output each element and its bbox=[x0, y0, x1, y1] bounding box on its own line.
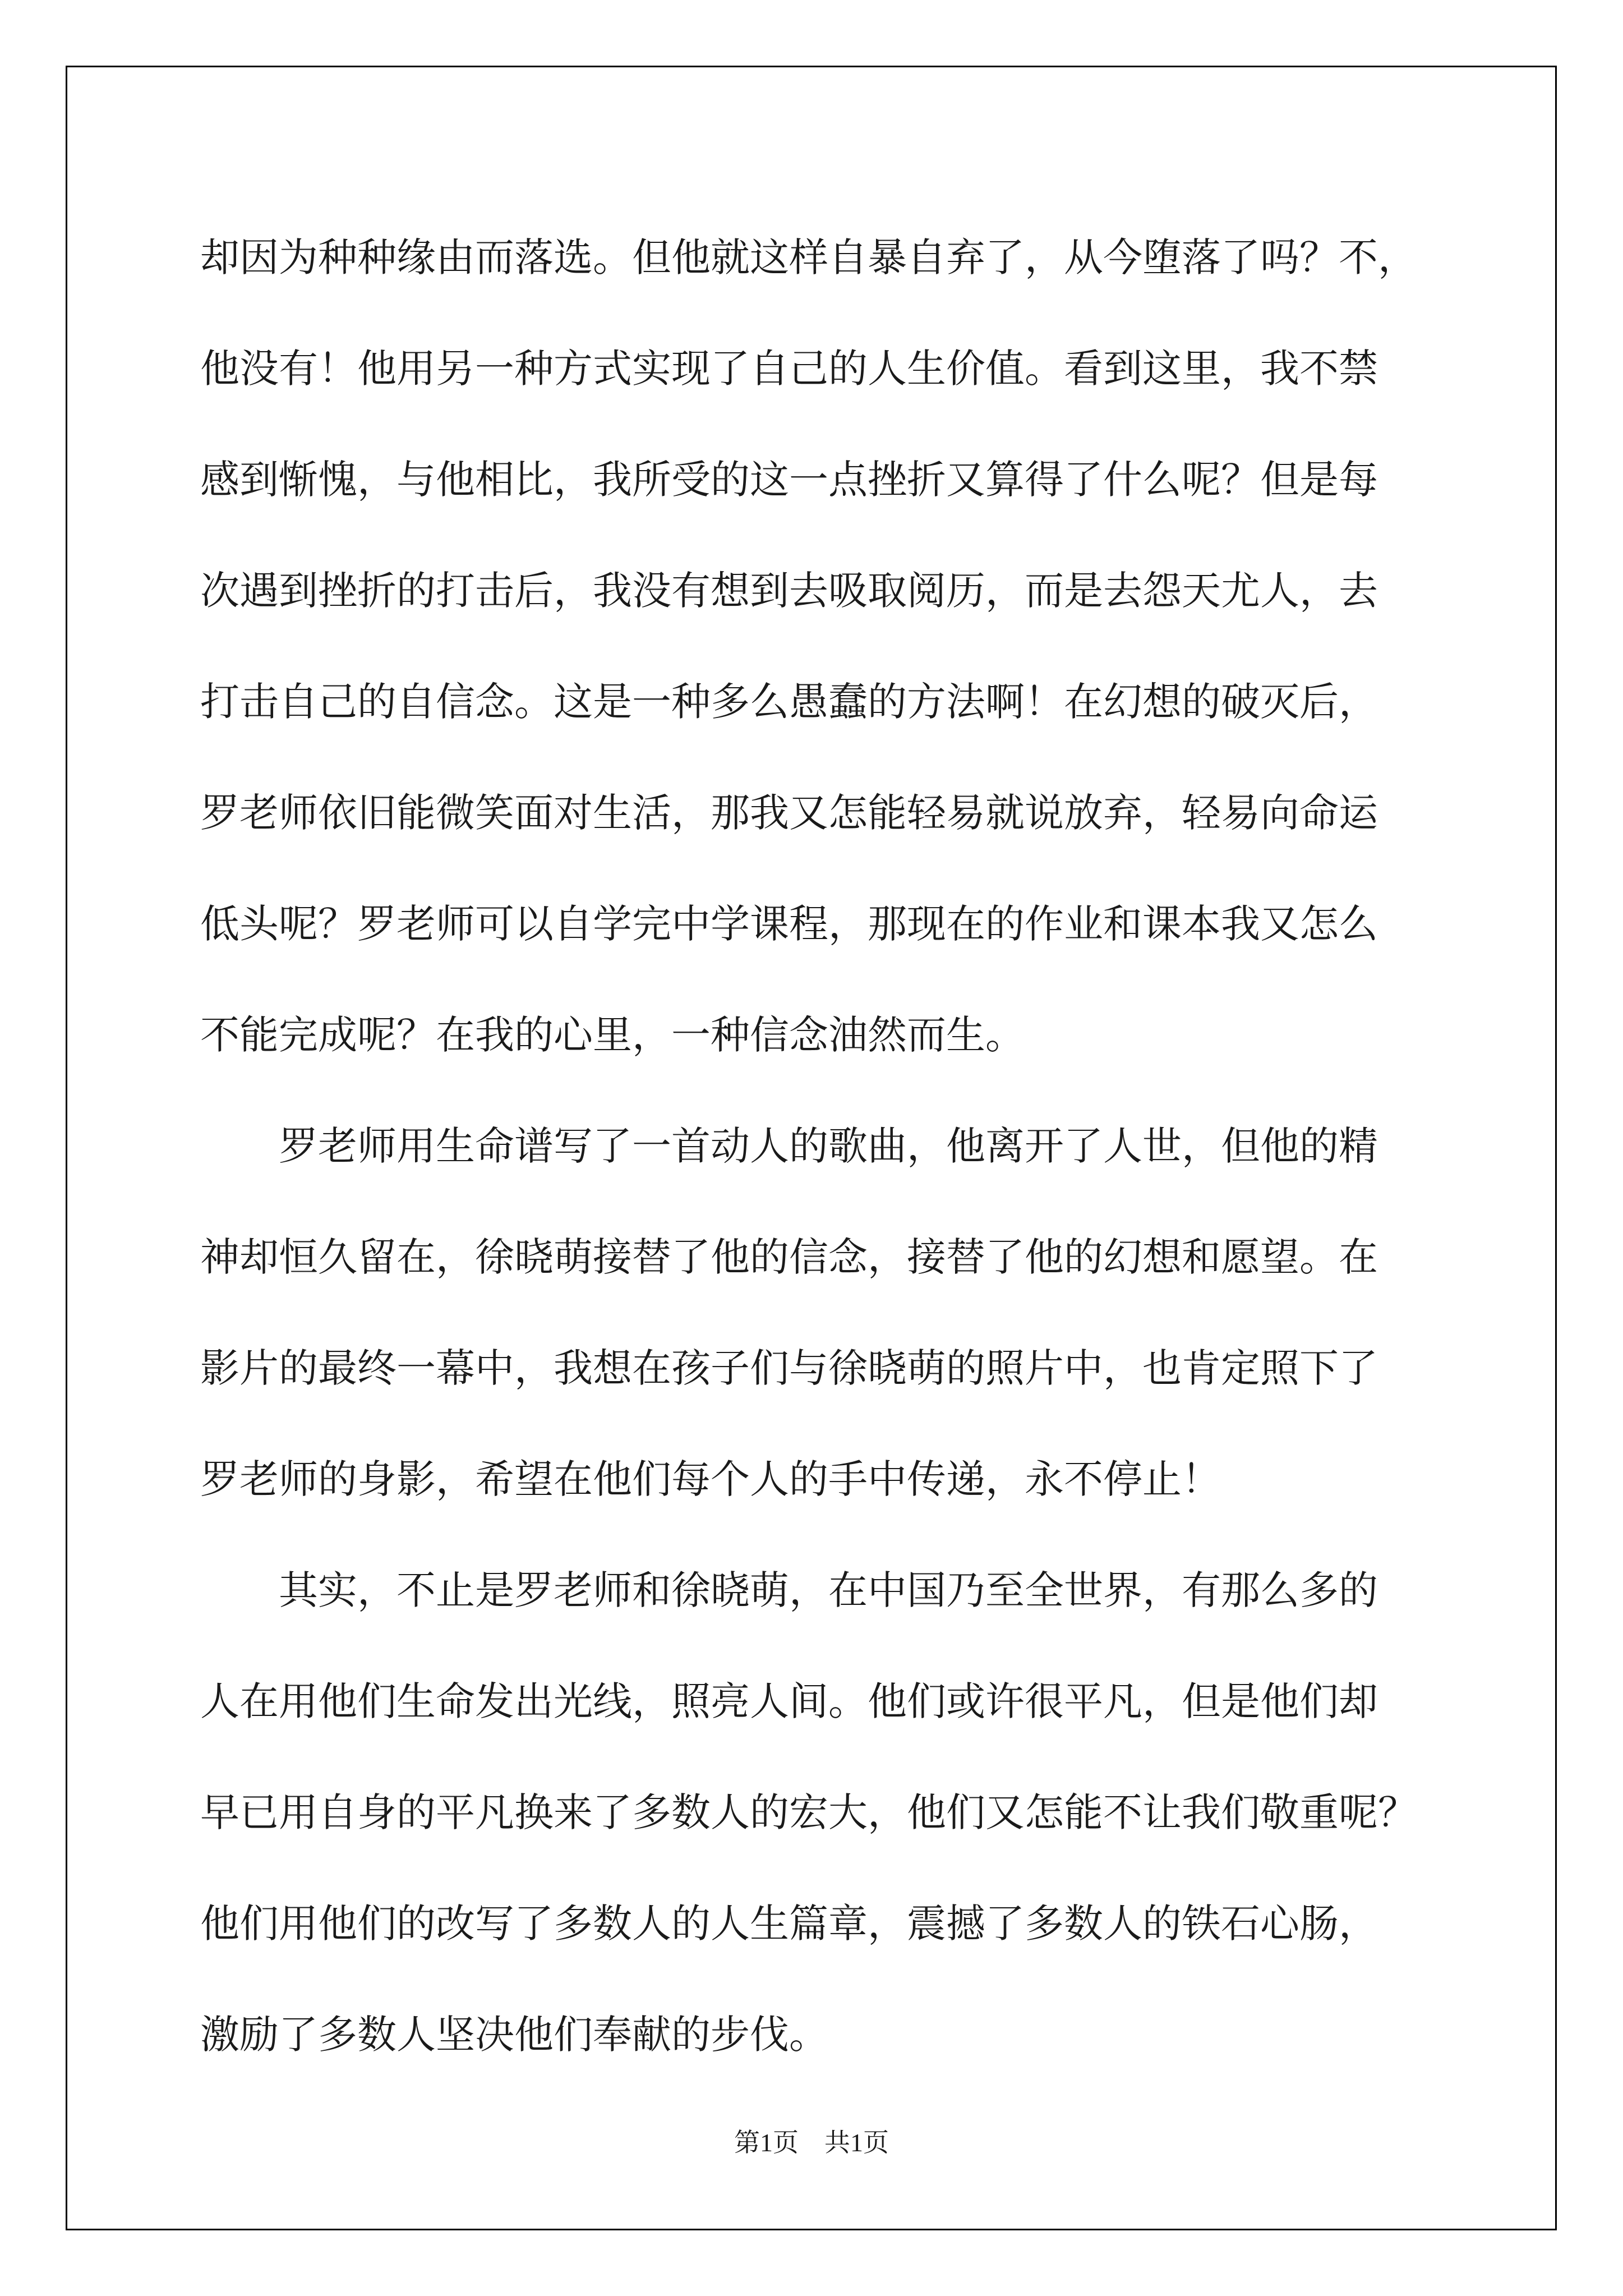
page-total: 共1页 bbox=[824, 2128, 889, 2157]
page-footer bbox=[0, 2126, 1623, 2160]
text-line: 早已用自身的平凡换来了多数人的宏大，他们又怎能不让我们敬重呢？ bbox=[200, 1789, 1417, 1835]
text-line: 罗老师依旧能微笑面对生活，那我又怎能轻易就说放弃，轻易向命运 bbox=[200, 790, 1378, 836]
text-line: 低头呢？罗老师可以自学完中学课程，那现在的作业和课本我又怎么 bbox=[200, 901, 1378, 947]
text-line: 感到惭愧，与他相比，我所受的这一点挫折又算得了什么呢？但是每 bbox=[200, 457, 1378, 503]
text-line: 人在用他们生命发出光线，照亮人间。他们或许很平凡，但是他们却 bbox=[200, 1678, 1378, 1724]
text-line: 激励了多数人坚决他们奉献的步伐。 bbox=[200, 2012, 828, 2058]
text-line: 罗老师的身影，希望在他们每个人的手中传递，永不停止！ bbox=[200, 1456, 1221, 1502]
text-line: 他们用他们的改写了多数人的人生篇章，震撼了多数人的铁石心肠， bbox=[200, 1901, 1378, 1947]
text-line: 神却恒久留在，徐晓萌接替了他的信念，接替了他的幻想和愿望。在 bbox=[200, 1234, 1378, 1280]
text-line: 却因为种种缘由而落选。但他就这样自暴自弃了，从今堕落了吗？不， bbox=[200, 234, 1417, 280]
text-line: 不能完成呢？在我的心里，一种信念油然而生。 bbox=[200, 1012, 1025, 1058]
text-line: 次遇到挫折的打击后，我没有想到去吸取阅历，而是去怨天尤人，去 bbox=[200, 568, 1378, 614]
text-line: 他没有！他用另一种方式实现了自己的人生价值。看到这里，我不禁 bbox=[200, 346, 1378, 392]
text-line: 罗老师用生命谱写了一首动人的歌曲，他离开了人世，但他的精 bbox=[200, 1123, 1378, 1169]
text-line: 影片的最终一幕中，我想在孩子们与徐晓萌的照片中，也肯定照下了 bbox=[200, 1345, 1378, 1391]
text-line: 打击自己的自信念。这是一种多么愚蠢的方法啊！在幻想的破灭后， bbox=[200, 679, 1378, 725]
page-number: 第1页 bbox=[734, 2128, 799, 2157]
document-body bbox=[200, 202, 1496, 2090]
text-line: 其实，不止是罗老师和徐晓萌，在中国乃至全世界，有那么多的 bbox=[200, 1567, 1378, 1613]
